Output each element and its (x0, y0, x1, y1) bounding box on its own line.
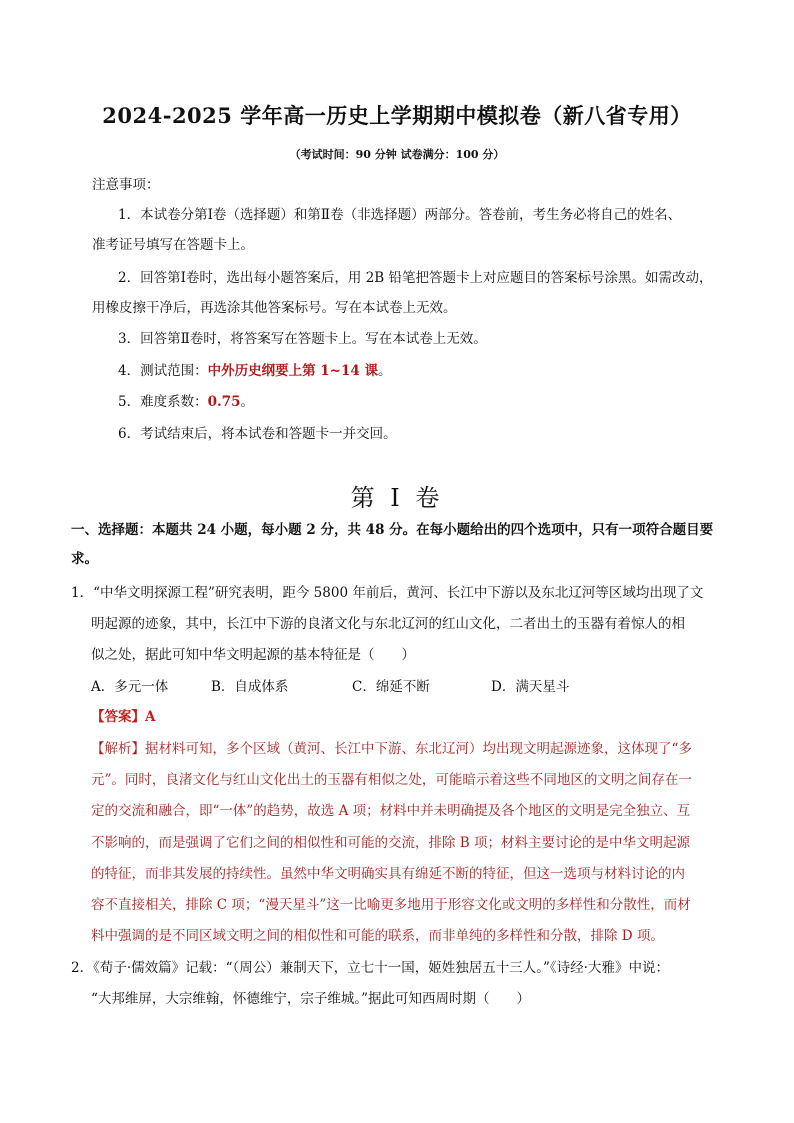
analysis-line-3: 定的交流和融合，即“一体”的趋势，故选 A 项；材料中并未明确提及各个地区的文明是完全独立、互 (91, 803, 691, 819)
notes-heading: 注意事项： (92, 177, 160, 193)
difficulty-value: 0.75 (207, 394, 241, 410)
note-1-line-2: 准考证号填写在答题卡上。 (92, 237, 254, 253)
instructions-line-2: 求。 (71, 551, 98, 567)
analysis-line-6: 容不直接相关，排除 C 项；“漫天星斗”这一比喻更多地用于形容文化或文明的多样性和分散性，而材 (91, 897, 691, 913)
question-1-line-3: 似之处，据此可知中华文明起源的基本特征是（ ） (91, 647, 415, 663)
note-4-label: 4．测试范围： (118, 363, 208, 379)
instructions-line-1: 一、选择题：本题共 24 小题，每小题 2 分，共 48 分。在每小题给出的四个选项中，只有一项符合题目要 (71, 522, 714, 538)
note-2-line-2: 用橡皮擦干净后，再选涂其他答案标号。写在本试卷上无效。 (92, 300, 457, 316)
analysis-line-5: 的特征，而非其发展的持续性。虽然中华文明确实具有绵延不断的特征，但这一选项与材料讨论的内 (91, 866, 685, 882)
option-b: B．自成体系 (211, 679, 289, 695)
note-5 (118, 393, 254, 411)
note-5-end: 。 (240, 394, 254, 410)
note-6: 6．考试结束后，将本试卷和答题卡一并交回。 (118, 426, 397, 442)
question-2-line-1: 2．《荀子·儒效篇》记载：“（周公）兼制天下，立七十一国，姬姓独居五十三人。”《诗经·大雅》中说： (71, 960, 669, 976)
analysis-line-7: 料中强调的是不同区域文明之间的相似性和可能的联系，而非单纯的多样性和分散，排除 D 项。 (91, 928, 664, 944)
answer-label: 【答案】A (91, 709, 156, 725)
question-1-line-1: 1．“中华文明探源工程”研究表明，距今 5800 年前后，黄河、长江中下游以及东北辽河等区域均出现了文 (71, 585, 704, 601)
section-title: 第 I 卷 (350, 484, 444, 512)
test-scope: 中外历史纲要上第 1~14 课 (207, 363, 378, 379)
note-5-label: 5．难度系数： (118, 394, 208, 410)
analysis-line-1: 【解析】据材料可知，多个区域（黄河、长江中下游、东北辽河）均出现文明起源迹象，这体现了“多 (91, 741, 692, 757)
note-2-line-1: 2．回答第Ⅰ卷时，选出每小题答案后，用 2B 铅笔把答题卡上对应题目的答案标号涂黑。如需改动， (118, 270, 713, 286)
note-1-line-1: 1．本试卷分第Ⅰ卷（选择题）和第Ⅱ卷（非选择题）两部分。答卷前，考生务必将自己的姓名、 (118, 207, 682, 223)
note-3: 3．回答第Ⅱ卷时，将答案写在答题卡上。写在本试卷上无效。 (118, 331, 487, 347)
page-title: 2024-2025 学年高一历史上学期期中模拟卷（新八省专用） (102, 103, 692, 128)
analysis-line-4: 不影响的，而是强调了它们之间的相似性和可能的交流，排除 B 项；材料主要讨论的是中华文明起源 (91, 835, 691, 851)
question-2-line-2: “大邦维屏，大宗维翰，怀德维宁，宗子维城。”据此可知西周时期（ ） (91, 991, 531, 1007)
option-a: A．多元一体 (91, 679, 169, 695)
exam-info: （考试时间：90 分钟 试卷满分：100 分） (289, 148, 505, 161)
question-1-line-2: 明起源的迹象，其中，长江中下游的良渚文化与东北辽河的红山文化，二者出土的玉器有着惊人的相 (91, 616, 685, 632)
option-c: C．绵延不断 (352, 679, 430, 695)
analysis-line-2: 元”。同时，良渚文化与红山文化出土的玉器有相似之处，可能暗示着这些不同地区的文明之间存在一 (91, 772, 692, 788)
note-4-end: 。 (378, 363, 392, 379)
option-d: D．满天星斗 (491, 679, 570, 695)
note-4 (118, 362, 392, 380)
